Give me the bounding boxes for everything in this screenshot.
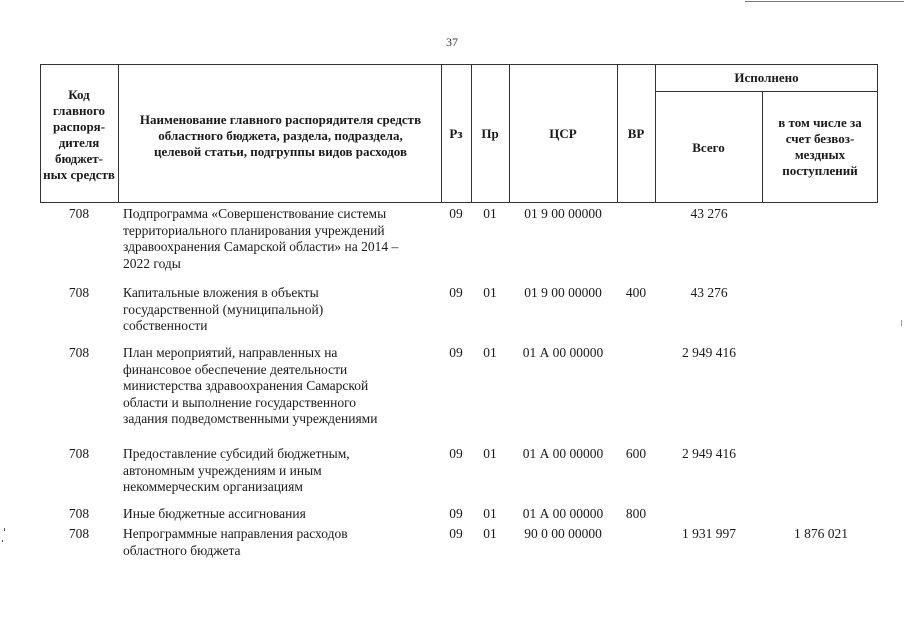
cell-pr: 01 (483, 446, 497, 461)
cell-rz: 09 (449, 506, 463, 521)
cell-total: 2 949 416 (682, 446, 736, 461)
cell-vr: 800 (625, 506, 647, 521)
header-free: в том числе за счет безвоз-мездных поступлений (778, 115, 862, 178)
header-divider (655, 91, 878, 92)
cell-name: Непрограммные направления расходов областного бюджета (123, 526, 348, 558)
top-edge-rule (745, 1, 904, 2)
cell-total: 2 949 416 (682, 345, 736, 360)
cell-csr: 01 А 00 00000 (522, 446, 604, 461)
cell-total: 1 931 997 (682, 526, 736, 541)
cell-free: 1 876 021 (794, 526, 848, 541)
cell-csr: 01 А 00 00000 (522, 506, 604, 521)
header-divider (118, 64, 119, 203)
scan-speck (901, 320, 902, 326)
cell-csr: 01 А 00 00000 (522, 345, 604, 360)
cell-name: Капитальные вложения в объекты государственной (муниципальной) собственности (123, 285, 324, 333)
header-vr: ВР (627, 126, 645, 141)
scan-speck (2, 540, 3, 542)
cell-csr: 01 9 00 00000 (524, 206, 602, 221)
header-rz: Рз (449, 126, 463, 141)
scan-speck (4, 528, 5, 531)
header-code: Код главного распоря-дителя бюджет-ных средств (43, 87, 115, 182)
cell-rz: 09 (449, 285, 463, 300)
header-divider (762, 91, 763, 203)
cell-rz: 09 (449, 446, 463, 461)
cell-total: 43 276 (690, 206, 728, 221)
cell-vr: 600 (625, 446, 647, 461)
header-pr: Пр (481, 126, 499, 141)
header-total: Всего (692, 140, 725, 155)
header-executed: Исполнено (734, 70, 799, 85)
cell-code: 708 (68, 345, 90, 360)
cell-code: 708 (68, 526, 90, 541)
cell-pr: 01 (483, 345, 497, 360)
page-number: 37 (446, 35, 458, 49)
cell-code: 708 (68, 285, 90, 300)
cell-name: Предоставление субсидий бюджетным, автономным учреждениям и иным некоммерческим организациям (123, 446, 350, 494)
cell-name: План мероприятий, направленных на финансовое обеспечение деятельности министерства здравоохранения Самарской области и выполнение государственного задания подведомственными учреждениями (123, 345, 378, 426)
cell-pr: 01 (483, 285, 497, 300)
cell-name: Подпрограмма «Совершенствование системы территориального планирования учреждений здравоохранения Самарской области» на 2014 – 2022 годы (123, 206, 399, 271)
header-name: Наименование главного распорядителя средств областного бюджета, раздела, подраздела, целевой статьи, подгруппы видов расходов (139, 112, 422, 159)
header-csr: ЦСР (549, 126, 577, 141)
cell-rz: 09 (449, 206, 463, 221)
cell-total: 43 276 (690, 285, 728, 300)
cell-code: 708 (68, 446, 90, 461)
cell-pr: 01 (483, 526, 497, 541)
cell-rz: 09 (449, 345, 463, 360)
cell-code: 708 (68, 206, 90, 221)
cell-rz: 09 (449, 526, 463, 541)
cell-csr: 01 9 00 00000 (524, 285, 602, 300)
cell-code: 708 (68, 506, 90, 521)
cell-name: Иные бюджетные ассигнования (123, 506, 306, 521)
cell-vr: 400 (625, 285, 647, 300)
cell-csr: 90 0 00 00000 (524, 526, 602, 541)
cell-pr: 01 (483, 206, 497, 221)
cell-pr: 01 (483, 506, 497, 521)
